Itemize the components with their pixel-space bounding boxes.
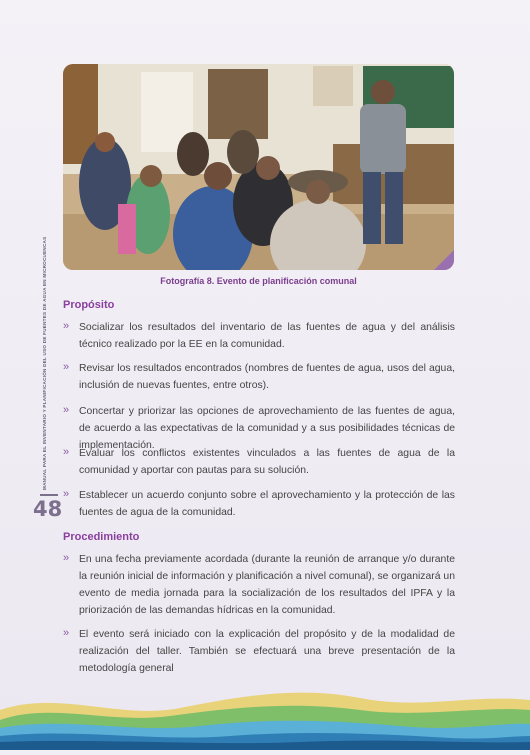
bullet-marker: »	[63, 488, 70, 500]
procedimiento-item	[63, 551, 455, 619]
sidebar	[16, 0, 63, 750]
bullet-marker: »	[63, 446, 70, 458]
procedimiento-item	[63, 626, 455, 677]
proposito-item-text: Establecer un acuerdo conjunto sobre el aprovechamiento y la protección de las fuentes de agua de la comunidad.	[79, 490, 455, 518]
community-planning-photo	[63, 64, 454, 270]
running-title: MANUAL PARA EL INVENTARIO Y PLANIFICACIÓN DEL USO DE FUENTES DE AGUA EN MICROCUENCAS	[42, 236, 47, 490]
proposito-item-text: Socializar los resultados del inventario de las fuentes de agua y del análisis técnico realizado por la EE en la comunidad.	[79, 322, 455, 350]
proposito-heading: Propósito	[63, 299, 115, 311]
bullet-marker: »	[63, 404, 70, 416]
bullet-marker: »	[63, 361, 70, 373]
page-number-bar	[40, 494, 58, 496]
proposito-item-text: Concertar y priorizar las opciones de aprovechamiento de las fuentes de agua, de acuerdo a las expectativas de la comunidad y a sus posibilidades técnicas de implementación.	[79, 406, 455, 451]
decorative-waves	[0, 680, 530, 750]
page-number: 48	[33, 497, 63, 521]
proposito-item-text: Revisar los resultados encontrados (nombres de fuentes de agua, usos del agua, inclusión de nuevas fuentes, entre otros).	[79, 363, 455, 391]
proposito-item	[63, 445, 455, 479]
procedimiento-heading: Procedimiento	[63, 531, 140, 543]
proposito-item	[63, 319, 455, 353]
proposito-item-text: Evaluar los conflictos existentes vinculados a las fuentes de agua de la comunidad y aportar con pautas para su solución.	[79, 448, 455, 476]
bullet-marker: »	[63, 552, 70, 564]
bullet-marker: »	[63, 320, 70, 332]
proposito-item	[63, 360, 455, 394]
procedimiento-item-text: En una fecha previamente acordada (durante la reunión de arranque y/o durante la reunión inicial de información y planificación a nivel comunal), se organizará un evento de media jornada para la socialización de los resultados del IPFA y la priorización de las demandas hídricas en la comunidad.	[79, 554, 455, 616]
proposito-item	[63, 487, 455, 521]
photo-caption: Fotografía 8. Evento de planificación comunal	[160, 276, 357, 286]
procedimiento-item-text: El evento será iniciado con la explicación del propósito y de la modalidad de realización del taller. También se efectuará una breve presentación de la metodología general	[79, 629, 455, 674]
bullet-marker: »	[63, 627, 70, 639]
